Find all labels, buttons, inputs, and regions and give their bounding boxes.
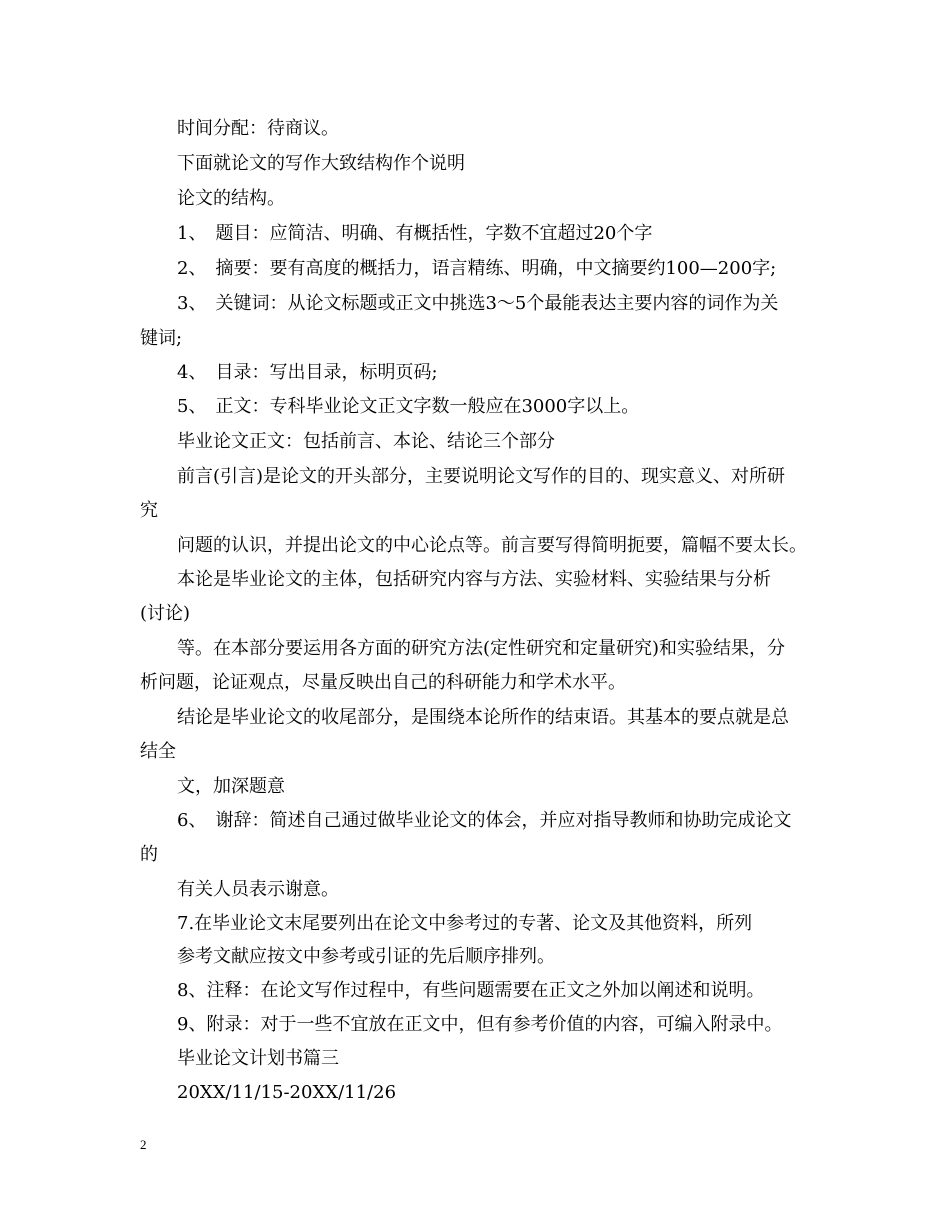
text-line: 1、 题目：应简洁、明确、有概括性，字数不宜超过20个字 [177, 223, 653, 244]
page-number: 2 [140, 1137, 147, 1152]
text-line: 等。在本部分要运用各方面的研究方法(定性研究和定量研究)和实验结果，分 [177, 638, 786, 659]
text-line: 2、 摘要：要有高度的概括力，语言精练、明确，中文摘要约100—200字; [177, 258, 777, 279]
text-line: 5、 正文：专科毕业论文正文字数一般应在3000字以上。 [177, 396, 640, 417]
text-line: 6、 谢辞：简述自己通过做毕业论文的体会，并应对指导教师和协助完成论文 [177, 810, 792, 831]
text-line: 4、 目录：写出目录，标明页码; [177, 362, 438, 383]
text-line: 9、附录：对于一些不宜放在正文中，但有参考价值的内容，可编入附录中。 [177, 1014, 783, 1035]
text-line: 文，加深题意 [177, 776, 285, 797]
text-line: 本论是毕业论文的主体，包括研究内容与方法、实验材料、实验结果与分析 [177, 569, 771, 590]
text-line: 下面就论文的写作大致结构作个说明 [177, 153, 465, 174]
text-line: (讨论) [140, 603, 191, 624]
text-line: 毕业论文计划书篇三 [177, 1048, 339, 1069]
text-line: 时间分配：待商议。 [177, 118, 339, 139]
text-line: 究 [140, 500, 158, 521]
text-line: 结论是毕业论文的收尾部分，是围绕本论所作的结束语。其基本的要点就是总 [177, 707, 789, 728]
text-line: 参考文献应按文中参考或引证的先后顺序排列。 [177, 946, 555, 967]
text-line: 毕业论文正文：包括前言、本论、结论三个部分 [177, 431, 555, 452]
text-line: 的 [140, 844, 158, 865]
text-line: 键词; [140, 328, 183, 349]
text-line: 结全 [140, 741, 176, 762]
text-line: 论文的结构。 [177, 188, 285, 209]
text-line: 问题的认识，并提出论文的中心论点等。前言要写得简明扼要，篇幅不要太长。 [177, 535, 807, 556]
text-line: 8、注释：在论文写作过程中，有些问题需要在正文之外加以阐述和说明。 [177, 980, 765, 1001]
text-line: 20XX/11/15-20XX/11/26 [177, 1082, 397, 1103]
text-line: 3、 关键词：从论文标题或正文中挑选3～5个最能表达主要内容的词作为关 [177, 293, 779, 314]
text-line: 7.在毕业论文末尾要列出在论文中参考过的专著、论文及其他资料，所列 [177, 913, 753, 934]
text-line: 有关人员表示谢意。 [177, 879, 339, 900]
text-line: 析问题，论证观点，尽量反映出自己的科研能力和学术水平。 [140, 672, 626, 693]
text-line: 前言(引言)是论文的开头部分，主要说明论文写作的目的、现实意义、对所研 [177, 466, 786, 487]
